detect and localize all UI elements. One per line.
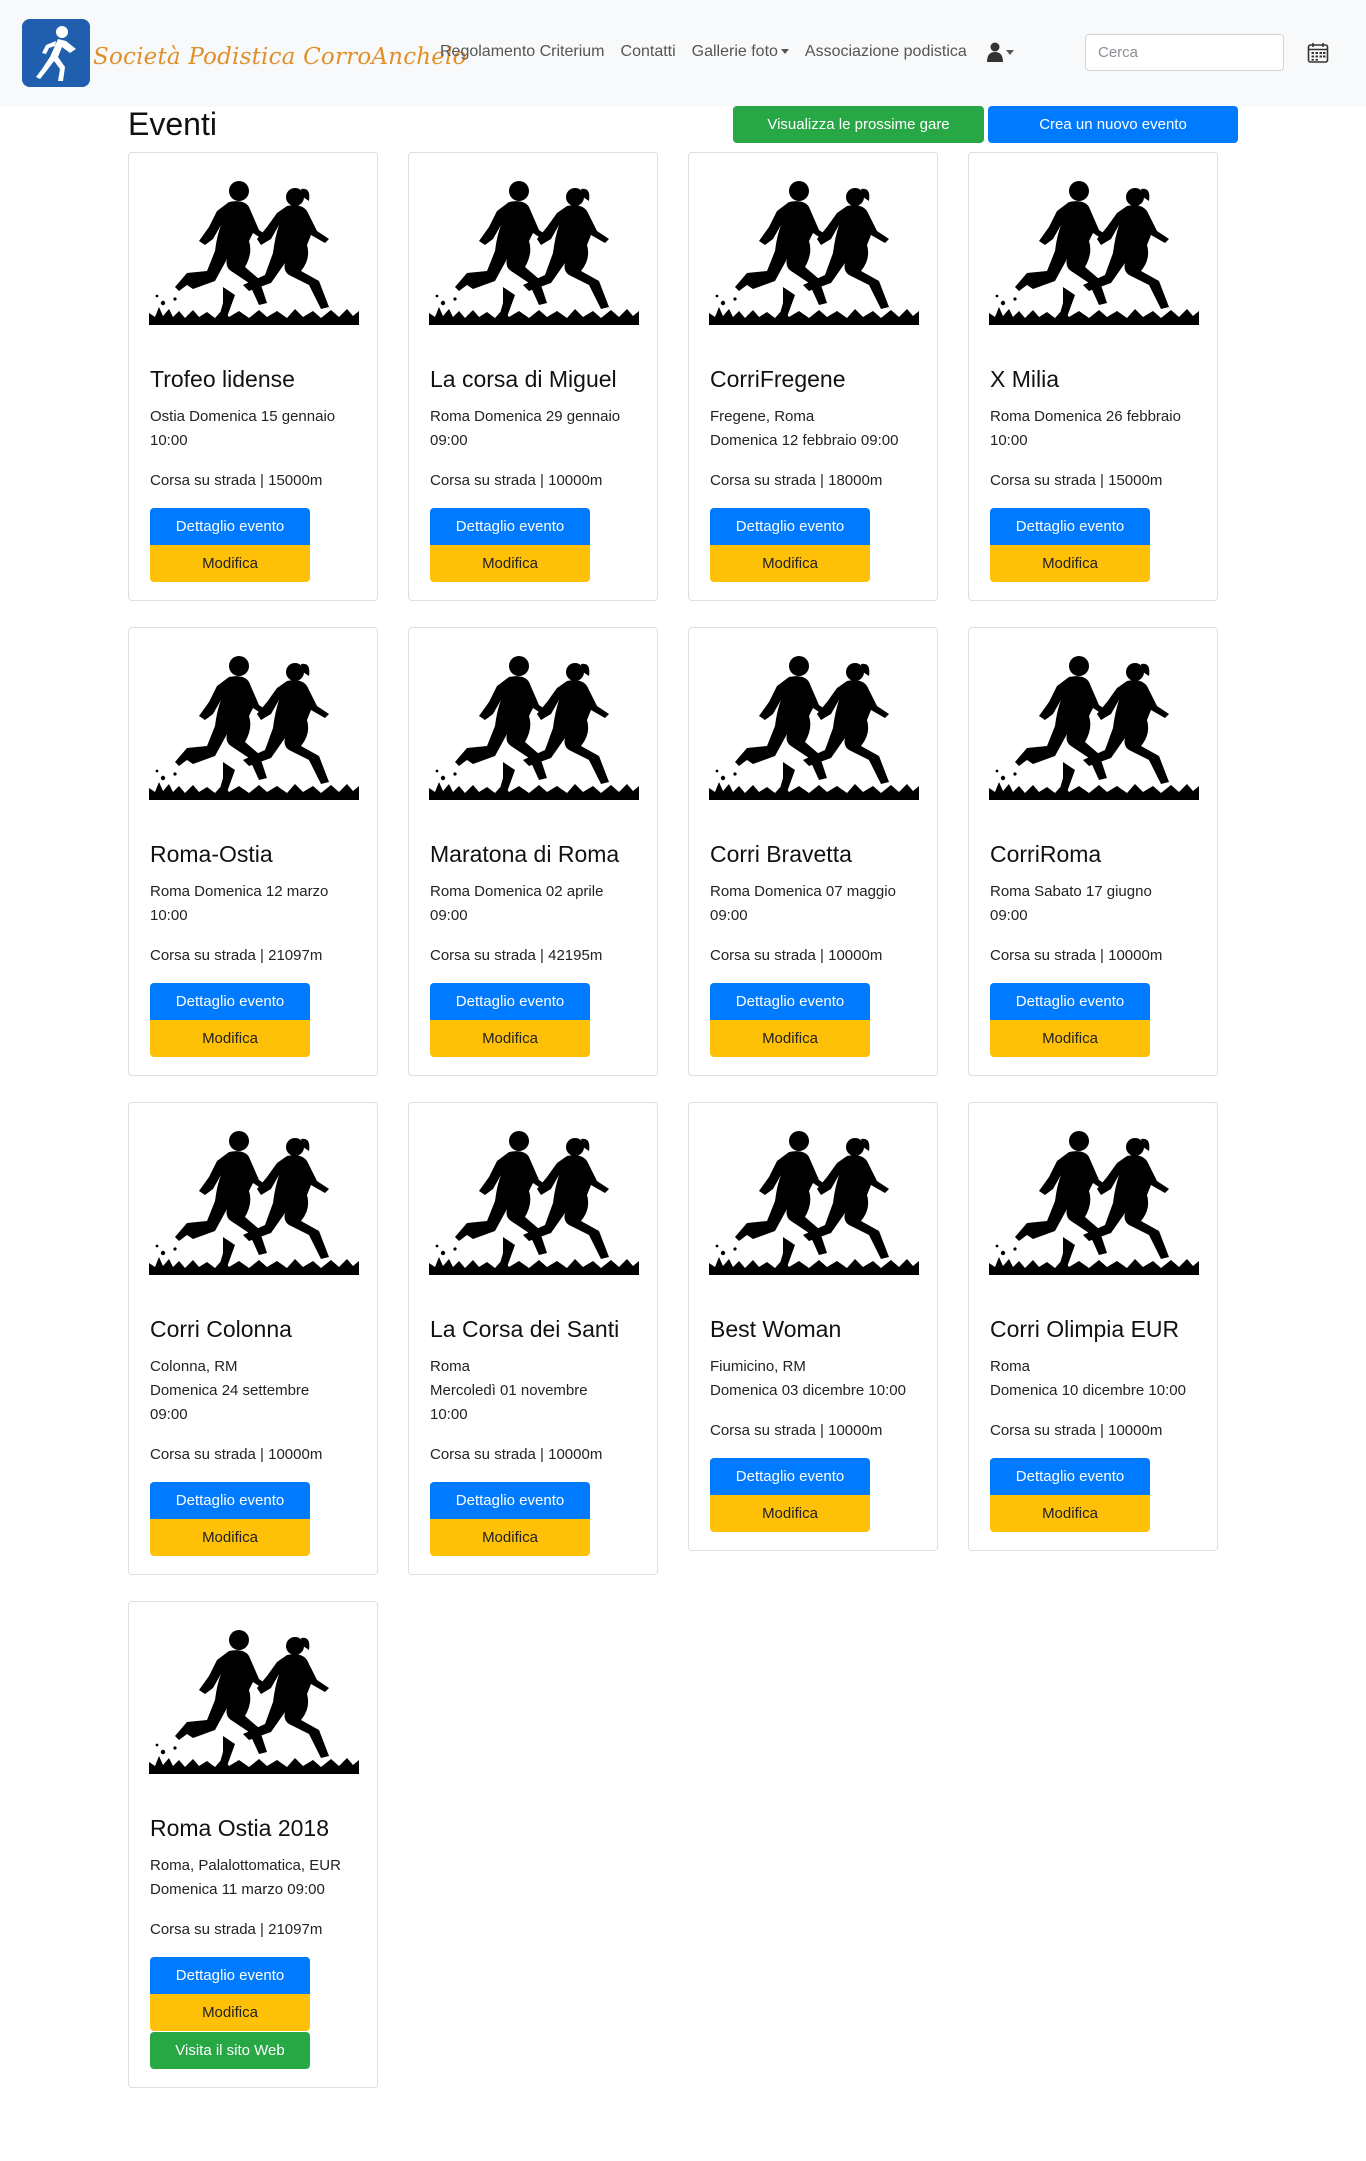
event-info-line: Domenica 24 settembre <box>150 1382 310 1399</box>
event-when-where <box>990 880 1215 928</box>
event-info-line: Roma, Palalottomatica, EUR <box>150 1857 341 1874</box>
event-actions <box>430 983 590 1057</box>
event-info <box>430 405 655 493</box>
event-race-type: Corsa su strada | 42195m <box>430 947 603 964</box>
event-actions <box>710 508 870 582</box>
event-info <box>990 1355 1215 1443</box>
event-edit-button[interactable]: Modifica <box>710 545 870 582</box>
event-info <box>430 1355 655 1467</box>
event-card <box>128 1601 378 2088</box>
runners-image <box>989 1125 1199 1275</box>
create-event-button[interactable]: Crea un nuovo evento <box>988 106 1238 143</box>
event-info-line: 09:00 <box>990 907 1028 924</box>
event-info <box>150 1854 375 1942</box>
search-input[interactable] <box>1085 34 1284 71</box>
event-detail-button[interactable]: Dettaglio evento <box>150 1957 310 1994</box>
event-detail-button[interactable]: Dettaglio evento <box>710 508 870 545</box>
event-title: CorriRoma <box>990 841 1102 867</box>
event-info-line: 10:00 <box>150 432 188 449</box>
event-card <box>688 627 938 1076</box>
event-actions <box>150 508 310 582</box>
event-actions <box>430 508 590 582</box>
event-info <box>710 405 935 493</box>
event-actions <box>430 1482 590 1556</box>
event-when-where <box>430 880 655 928</box>
event-info <box>710 1355 935 1443</box>
event-when-where <box>150 405 375 453</box>
event-card <box>408 1102 658 1575</box>
runners-image <box>149 1125 359 1275</box>
event-race-type: Corsa su strada | 10000m <box>710 1422 883 1439</box>
event-race-type: Corsa su strada | 10000m <box>430 472 603 489</box>
event-card <box>968 1102 1218 1551</box>
event-edit-button[interactable]: Modifica <box>990 1495 1150 1532</box>
event-card <box>128 152 378 601</box>
event-title: Roma-Ostia <box>150 841 273 867</box>
event-info-line: Roma Sabato 17 giugno <box>990 883 1152 900</box>
event-actions <box>710 983 870 1057</box>
event-when-where <box>150 1355 375 1427</box>
event-race-type: Corsa su strada | 15000m <box>990 472 1163 489</box>
event-info-line: Domenica 11 marzo 09:00 <box>150 1881 325 1898</box>
runners-image <box>709 1125 919 1275</box>
user-icon <box>987 42 1003 62</box>
visit-website-button[interactable]: Visita il sito Web <box>150 2032 310 2069</box>
event-title: Corri Bravetta <box>710 841 852 867</box>
event-info-line: Mercoledì 01 novembre <box>430 1382 588 1399</box>
event-info-line: Roma <box>990 1358 1031 1375</box>
event-info <box>150 1355 375 1467</box>
event-info-line: Roma <box>430 1358 471 1375</box>
nav-links <box>440 42 1014 62</box>
chevron-down-icon <box>1006 50 1014 55</box>
event-edit-button[interactable]: Modifica <box>990 545 1150 582</box>
event-race-type: Corsa su strada | 15000m <box>150 472 323 489</box>
event-when-where <box>990 1355 1215 1403</box>
event-edit-button[interactable]: Modifica <box>710 1020 870 1057</box>
runners-image <box>149 175 359 325</box>
event-race-type: Corsa su strada | 10000m <box>990 947 1163 964</box>
event-edit-button[interactable]: Modifica <box>430 1519 590 1556</box>
event-info-line: 09:00 <box>430 907 468 924</box>
event-card <box>128 627 378 1076</box>
event-info-line: Fregene, Roma <box>710 408 815 425</box>
event-info-line: 10:00 <box>990 432 1028 449</box>
runners-image <box>429 650 639 800</box>
event-actions <box>150 983 310 1057</box>
event-title: La corsa di Miguel <box>430 366 617 392</box>
event-info <box>710 880 935 968</box>
event-when-where <box>430 405 655 453</box>
event-actions <box>150 1957 310 2069</box>
event-when-where <box>990 405 1215 453</box>
event-title: Roma Ostia 2018 <box>150 1815 329 1841</box>
event-card <box>408 627 658 1076</box>
event-info-line: Roma Domenica 07 maggio <box>710 883 896 900</box>
event-title: CorriFregene <box>710 366 846 392</box>
runners-image <box>989 175 1199 325</box>
event-race-type: Corsa su strada | 10000m <box>150 1446 323 1463</box>
runners-image <box>989 650 1199 800</box>
event-info <box>430 880 655 968</box>
event-edit-button[interactable]: Modifica <box>150 545 310 582</box>
event-detail-button[interactable]: Dettaglio evento <box>710 1458 870 1495</box>
user-menu[interactable] <box>987 42 1014 62</box>
event-info-line: Roma Domenica 29 gennaio <box>430 408 621 425</box>
event-title: Corri Colonna <box>150 1316 292 1342</box>
event-title: La Corsa dei Santi <box>430 1316 620 1342</box>
event-when-where <box>150 880 375 928</box>
event-title: Trofeo lidense <box>150 366 295 392</box>
event-detail-button[interactable]: Dettaglio evento <box>430 1482 590 1519</box>
event-info-line: Roma Domenica 12 marzo <box>150 883 329 900</box>
event-title: Best Woman <box>710 1316 842 1342</box>
event-title: Corri Olimpia EUR <box>990 1316 1180 1342</box>
upcoming-races-button[interactable]: Visualizza le prossime gare <box>733 106 984 143</box>
event-info-line: Domenica 10 dicembre 10:00 <box>990 1382 1186 1399</box>
event-edit-button[interactable]: Modifica <box>150 1994 310 2031</box>
nav-link-gallerie-foto[interactable] <box>692 43 789 61</box>
event-info-line: Domenica 03 dicembre 10:00 <box>710 1382 906 1399</box>
event-edit-button[interactable]: Modifica <box>150 1020 310 1057</box>
event-race-type: Corsa su strada | 21097m <box>150 1921 323 1938</box>
event-card <box>128 1102 378 1575</box>
event-detail-button[interactable]: Dettaglio evento <box>150 1482 310 1519</box>
nav-link-label: Gallerie foto <box>691 43 778 60</box>
event-card <box>688 1102 938 1551</box>
event-edit-button[interactable]: Modifica <box>150 1519 310 1556</box>
event-when-where <box>710 880 935 928</box>
event-detail-button[interactable]: Dettaglio evento <box>990 508 1150 545</box>
event-card <box>688 152 938 601</box>
nav-link-contatti[interactable]: Contatti <box>620 43 676 60</box>
event-detail-button[interactable]: Dettaglio evento <box>990 983 1150 1020</box>
runners-image <box>709 650 919 800</box>
event-actions <box>990 508 1150 582</box>
runners-image <box>709 175 919 325</box>
event-info-line: Roma Domenica 02 aprile <box>430 883 604 900</box>
event-info-line: Roma Domenica 26 febbraio <box>990 408 1181 425</box>
event-card <box>408 152 658 601</box>
event-info-line: Domenica 12 febbraio 09:00 <box>710 432 899 449</box>
event-edit-button[interactable]: Modifica <box>990 1020 1150 1057</box>
event-actions <box>710 1458 870 1532</box>
nav-link-regolamento[interactable]: Regolamento Criterium <box>440 43 605 60</box>
event-when-where <box>150 1854 375 1902</box>
event-detail-button[interactable]: Dettaglio evento <box>430 508 590 545</box>
event-actions <box>150 1482 310 1556</box>
calendar-icon[interactable] <box>1307 42 1329 64</box>
event-info-line: Colonna, RM <box>150 1358 238 1375</box>
runners-image <box>429 175 639 325</box>
event-actions <box>990 1458 1150 1532</box>
event-detail-button[interactable]: Dettaglio evento <box>430 983 590 1020</box>
event-info-line: 09:00 <box>430 432 468 449</box>
event-detail-button[interactable]: Dettaglio evento <box>150 983 310 1020</box>
event-info <box>150 405 375 493</box>
event-info <box>990 880 1215 968</box>
event-race-type: Corsa su strada | 10000m <box>430 1446 603 1463</box>
event-edit-button[interactable]: Modifica <box>710 1495 870 1532</box>
event-info <box>990 405 1215 493</box>
event-edit-button[interactable]: Modifica <box>430 545 590 582</box>
navbar <box>0 0 1366 107</box>
event-info-line: 10:00 <box>150 907 188 924</box>
event-actions <box>990 983 1150 1057</box>
event-edit-button[interactable]: Modifica <box>430 1020 590 1057</box>
event-info <box>150 880 375 968</box>
event-when-where <box>710 1355 935 1403</box>
event-title: X Milia <box>990 366 1060 392</box>
event-card <box>968 627 1218 1076</box>
chevron-down-icon <box>781 49 789 54</box>
event-info-line: 10:00 <box>430 1406 468 1423</box>
brand-name[interactable]: Società Podistica CorroAnchelo <box>93 44 467 70</box>
event-race-type: Corsa su strada | 18000m <box>710 472 883 489</box>
runners-image <box>149 1624 359 1774</box>
page-title: Eventi <box>128 106 217 142</box>
event-info-line: 09:00 <box>150 1406 188 1423</box>
event-detail-button[interactable]: Dettaglio evento <box>990 1458 1150 1495</box>
event-info-line: Fiumicino, RM <box>710 1358 806 1375</box>
event-detail-button[interactable]: Dettaglio evento <box>150 508 310 545</box>
event-race-type: Corsa su strada | 10000m <box>710 947 883 964</box>
event-race-type: Corsa su strada | 21097m <box>150 947 323 964</box>
event-when-where <box>430 1355 655 1427</box>
event-detail-button[interactable]: Dettaglio evento <box>710 983 870 1020</box>
event-card <box>968 152 1218 601</box>
event-title: Maratona di Roma <box>430 841 620 867</box>
event-when-where <box>710 405 935 453</box>
event-info-line: Ostia Domenica 15 gennaio <box>150 408 336 425</box>
nav-link-associazione[interactable]: Associazione podistica <box>804 43 967 60</box>
event-info-line: 09:00 <box>710 907 748 924</box>
runner-icon[interactable] <box>22 19 90 87</box>
runners-image <box>429 1125 639 1275</box>
event-race-type: Corsa su strada | 10000m <box>990 1422 1163 1439</box>
runners-image <box>149 650 359 800</box>
